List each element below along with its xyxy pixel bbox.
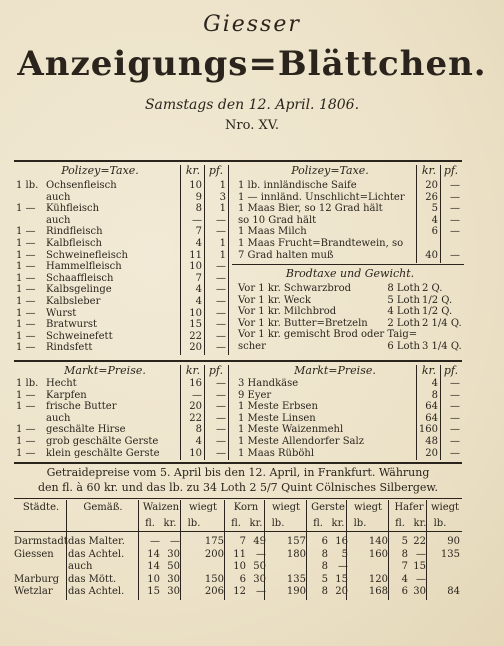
- issue-number: Nro. XV.: [225, 118, 279, 133]
- getraide-cell-w-fl: —: [150, 536, 160, 547]
- brod-quint: 2 Q.: [422, 283, 443, 294]
- markt-right-kr: 64: [425, 401, 438, 413]
- getraide-cell-k-kr: —: [256, 548, 266, 560]
- left-taxe-item: Schaaffleisch: [46, 272, 114, 284]
- right-taxe-pf: —: [450, 203, 460, 215]
- getraide-col-divider: [138, 500, 139, 600]
- getraide-cell-k-kr: 30: [253, 573, 266, 585]
- left-taxe-qty: 1 —: [16, 307, 36, 319]
- left-taxe-kr: 7: [195, 226, 202, 238]
- right-taxe-kr: 4: [431, 214, 438, 226]
- getraide-cell-g-fl: 8: [321, 548, 328, 560]
- left-taxe-item: Bratwurst: [46, 319, 98, 331]
- left-taxe-item: Kalbsgelinge: [46, 284, 112, 296]
- getraide-cell-k-fl: 7: [239, 536, 246, 547]
- markt-right-kr: 20: [425, 447, 438, 459]
- left-taxe-kr: 8: [195, 203, 202, 215]
- markt-left-qty: 1 —: [16, 401, 36, 413]
- left-taxe-pf: 1: [219, 238, 226, 249]
- getraide-header: Waizen: [142, 502, 180, 513]
- left-taxe-pf: —: [216, 214, 226, 226]
- getraide-cell-w-lb: 150: [204, 573, 224, 585]
- getraide-col-divider: [426, 500, 427, 600]
- getraide-cell-g-lb: 140: [368, 536, 388, 547]
- left-taxe-item: Kalbfleisch: [46, 238, 102, 249]
- left-taxe-pf: —: [216, 330, 226, 342]
- markt-left-kr: —: [192, 389, 202, 401]
- left-taxe-item: auch: [46, 191, 71, 203]
- left-taxe-qty: 1 lb.: [16, 180, 39, 191]
- getraide-cell-k-lb: 135: [286, 573, 306, 585]
- getraide-cell-w-lb: 175: [204, 536, 224, 547]
- getraide-cell-w-fl: 10: [147, 573, 160, 585]
- markt-right-pf: —: [450, 389, 460, 401]
- getraide-cell-measure: auch: [68, 561, 93, 572]
- right-taxe-pf: —: [450, 249, 460, 261]
- markt-left-title: Markt=Preise.: [64, 364, 146, 377]
- brod-title: Brodtaxe und Gewicht.: [285, 267, 415, 280]
- markt-left-item: grob geschälte Gerste: [46, 436, 159, 447]
- left-col-divider-2: [204, 165, 205, 355]
- markt-left-divider-1: [180, 365, 181, 460]
- getraide-cell-g-kr: 20: [335, 586, 348, 597]
- left-taxe-qty: 1 —: [16, 238, 36, 249]
- markt-left-qty: 1 —: [16, 389, 36, 401]
- brod-quint: 2 1/4 Q.: [422, 317, 462, 329]
- getraide-subheader: fl.: [313, 518, 323, 529]
- right-taxe-item: so 10 Grad hält: [238, 214, 317, 226]
- right-taxe-item: 1 Maas Bier, so 12 Grad hält: [238, 203, 383, 215]
- left-taxe-pf: —: [216, 307, 226, 319]
- markt-left-item: frische Butter: [46, 401, 117, 413]
- right-taxe-item: 1 lb. innländische Saife: [238, 180, 357, 191]
- markt-left-pf: —: [216, 389, 226, 401]
- getraide-cell-h-fl: 7: [401, 561, 408, 572]
- markt-left-pf-header: pf.: [208, 364, 224, 377]
- getraide-subheader: fl.: [395, 518, 405, 529]
- left-taxe-item: Rindsfett: [46, 342, 93, 354]
- markt-right-pf: —: [450, 401, 460, 413]
- left-taxe-pf: 3: [219, 191, 226, 203]
- getraide-subheader: lb.: [433, 518, 447, 529]
- markt-left-pf: —: [216, 424, 226, 436]
- left-taxe-kr: 9: [195, 191, 202, 203]
- getraide-subheader: kr.: [331, 518, 345, 529]
- markt-left-qty: 1 —: [16, 436, 36, 447]
- getraide-cell-g-kr: 16: [335, 536, 348, 547]
- top-rule: [14, 160, 462, 162]
- getraide-cell-k-fl: 12: [233, 586, 246, 597]
- left-taxe-item: Ochsenfleisch: [46, 180, 117, 191]
- getraide-header: Korn: [233, 502, 259, 513]
- getraide-top-rule: [14, 462, 462, 464]
- right-taxe-kr-header: kr.: [421, 164, 437, 177]
- markt-right-pf: —: [450, 424, 460, 436]
- getraide-cell-g-kr: —: [338, 561, 348, 572]
- getraide-subheader: kr.: [413, 518, 427, 529]
- getraide-cell-h-lb: 135: [440, 548, 460, 560]
- right-taxe-item: 7 Grad halten muß: [238, 249, 334, 261]
- markt-left-qty: 1 —: [16, 424, 36, 436]
- dateline: Samstags den 12. April. 1806.: [144, 97, 360, 113]
- markt-right-item: 1 Meste Allendorfer Salz: [238, 436, 364, 447]
- markt-left-kr: 22: [189, 412, 202, 424]
- getraide-sub-rule: [14, 531, 462, 532]
- getraide-cell-g-lb: 168: [368, 586, 388, 597]
- left-taxe-item: Kalbsleber: [46, 296, 101, 307]
- brod-quint: 3 1/4 Q.: [422, 341, 462, 352]
- left-taxe-pf: —: [216, 272, 226, 284]
- left-col-divider-1: [180, 165, 181, 355]
- left-taxe-pf: —: [216, 296, 226, 307]
- getraide-cell-g-fl: 8: [321, 561, 328, 572]
- right-taxe-kr: 40: [425, 249, 438, 261]
- getraide-cell-w-kr: 50: [167, 561, 180, 572]
- markt-left-kr: 20: [189, 401, 202, 413]
- getraide-cell-w-lb: 206: [204, 586, 224, 597]
- getraide-header-rule: [14, 498, 462, 499]
- left-taxe-kr: 4: [195, 238, 202, 249]
- left-taxe-qty: 1 —: [16, 249, 36, 261]
- markt-center-divider: [228, 365, 229, 460]
- left-taxe-pf: 1: [219, 249, 226, 261]
- brod-item: scher: [238, 341, 266, 352]
- markt-left-kr: 4: [195, 436, 202, 447]
- brod-item: Vor 1 kr. Schwarzbrod: [238, 283, 351, 294]
- header-small-title: Giesser: [203, 12, 301, 37]
- left-taxe-pf-header: pf.: [208, 164, 224, 177]
- markt-right-kr: 160: [418, 424, 438, 436]
- left-taxe-kr: 10: [189, 180, 202, 191]
- right-taxe-pf: —: [450, 226, 460, 238]
- markt-right-pf: —: [450, 447, 460, 459]
- left-taxe-qty: 1 —: [16, 261, 36, 273]
- getraide-cell-h-kr: 15: [413, 561, 426, 572]
- markt-right-kr: 64: [425, 412, 438, 424]
- left-taxe-pf: —: [216, 319, 226, 331]
- markt-left-item: geschälte Hirse: [46, 424, 126, 436]
- getraide-cell-k-lb: 180: [286, 548, 306, 560]
- left-taxe-qty: 1 —: [16, 284, 36, 296]
- left-taxe-item: Wurst: [46, 307, 77, 319]
- left-taxe-qty: 1 —: [16, 296, 36, 307]
- left-taxe-kr: —: [192, 214, 202, 226]
- getraide-title-1: Getraidepreise vom 5. April bis den 12. April, in Frankfurt. Währung: [46, 466, 430, 479]
- getraide-header: wiegt: [271, 502, 301, 513]
- getraide-subheader: lb.: [353, 518, 367, 529]
- markt-right-divider-1: [416, 365, 417, 460]
- brod-item: Vor 1 kr. Milchbrod: [238, 306, 337, 318]
- markt-right-item: 1 Meste Linsen: [238, 412, 316, 424]
- left-taxe-kr: 7: [195, 272, 202, 284]
- getraide-cell-k-kr: 50: [253, 561, 266, 572]
- brod-quint: 1/2 Q.: [422, 294, 453, 306]
- getraide-cell-measure: das Malter.: [68, 536, 125, 547]
- left-taxe-item: Schweinefett: [46, 330, 113, 342]
- getraide-cell-w-kr: 30: [167, 548, 180, 560]
- getraide-cell-g-fl: 8: [321, 586, 328, 597]
- getraide-cell-w-kr: 30: [167, 573, 180, 585]
- getraide-header: Hafer: [394, 502, 424, 513]
- getraide-header: Gerste: [311, 502, 345, 513]
- getraide-cell-city: Darmstadt: [14, 536, 68, 547]
- getraide-header: wiegt: [188, 502, 218, 513]
- left-taxe-title: Polizey=Taxe.: [61, 164, 139, 177]
- getraide-cell-w-lb: 200: [204, 548, 224, 560]
- left-taxe-qty: 1 —: [16, 330, 36, 342]
- left-taxe-item: Schweinefleisch: [46, 249, 128, 261]
- getraide-cell-h-kr: 22: [413, 536, 426, 547]
- brod-weight: 5 Loth: [387, 294, 420, 306]
- getraide-cell-w-kr: 30: [167, 586, 180, 597]
- getraide-header: wiegt: [353, 502, 383, 513]
- markt-left-pf: —: [216, 401, 226, 413]
- getraide-cell-w-kr: —: [170, 536, 180, 547]
- header-big-title: Anzeigungs=Blättchen.: [17, 44, 487, 84]
- getraide-subheader: fl.: [145, 518, 155, 529]
- getraide-col-divider: [388, 500, 389, 600]
- brod-weight: 4 Loth: [387, 306, 420, 318]
- getraide-header: Gemäß.: [83, 502, 123, 513]
- markt-left-item: klein geschälte Gerste: [46, 447, 160, 459]
- brod-weight: 2 Loth: [387, 317, 420, 329]
- getraide-title-2: den fl. à 60 kr. und das lb. zu 34 Loth 2 5/7 Quint Cölnisches Silbergew.: [37, 481, 439, 494]
- left-taxe-item: Kühfleisch: [46, 203, 100, 215]
- markt-right-pf: —: [450, 436, 460, 447]
- left-taxe-pf: 1: [219, 180, 226, 191]
- markt-left-pf: —: [216, 436, 226, 447]
- getraide-cell-city: Marburg: [14, 573, 60, 585]
- left-taxe-qty: 1 —: [16, 203, 36, 215]
- getraide-cell-g-fl: 5: [321, 573, 328, 585]
- markt-right-item: 1 Maas Rüböhl: [238, 447, 315, 459]
- markt-right-item: 1 Meste Erbsen: [238, 401, 318, 413]
- markt-left-kr: 8: [195, 424, 202, 436]
- markt-left-divider-2: [204, 365, 205, 460]
- right-col-divider-1: [416, 165, 417, 263]
- right-taxe-kr: 6: [431, 226, 438, 238]
- getraide-col-divider: [224, 500, 225, 600]
- markt-left-item: Hecht: [46, 378, 77, 389]
- left-taxe-kr: 4: [195, 296, 202, 307]
- right-taxe-pf: —: [450, 191, 460, 203]
- brod-weight: 6 Loth: [387, 341, 420, 352]
- getraide-cell-k-kr: —: [256, 586, 266, 597]
- markt-right-pf: —: [450, 412, 460, 424]
- left-taxe-pf: —: [216, 284, 226, 296]
- markt-right-kr: 4: [431, 378, 438, 389]
- markt-right-kr: 8: [431, 389, 438, 401]
- left-taxe-item: auch: [46, 214, 71, 226]
- left-taxe-kr: 10: [189, 261, 202, 273]
- getraide-cell-h-fl: 4: [401, 573, 408, 585]
- left-taxe-kr: 15: [189, 319, 202, 331]
- getraide-cell-w-fl: 14: [147, 548, 160, 560]
- getraide-header: wiegt: [430, 502, 460, 513]
- left-taxe-qty: 1 —: [16, 319, 36, 331]
- getraide-header: Städte.: [22, 502, 60, 513]
- getraide-cell-k-lb: 157: [286, 536, 306, 547]
- markt-right-pf-header: pf.: [443, 364, 459, 377]
- left-taxe-qty: 1 —: [16, 272, 36, 284]
- getraide-cell-measure: das Mött.: [68, 573, 117, 585]
- markt-left-qty: 1 —: [16, 447, 36, 459]
- markt-right-title: Markt=Preise.: [294, 364, 376, 377]
- markt-right-divider-2: [440, 365, 441, 460]
- markt-left-qty: 1 lb.: [16, 378, 39, 389]
- left-taxe-pf: —: [216, 226, 226, 238]
- center-divider: [228, 165, 229, 355]
- markt-right-pf: —: [450, 378, 460, 389]
- right-taxe-kr: 5: [431, 203, 438, 215]
- getraide-cell-city: Wetzlar: [14, 586, 53, 597]
- right-taxe-item: 1 — innländ. Unschlicht=Lichter: [238, 191, 405, 203]
- getraide-cell-w-fl: 14: [147, 561, 160, 572]
- brod-weight: 8 Loth: [387, 283, 420, 294]
- getraide-cell-h-fl: 5: [401, 536, 408, 547]
- left-taxe-kr: 22: [189, 330, 202, 342]
- getraide-cell-h-kr: —: [416, 548, 426, 560]
- getraide-cell-measure: das Achtel.: [68, 548, 125, 560]
- getraide-subheader: lb.: [187, 518, 201, 529]
- getraide-cell-k-fl: 10: [233, 561, 246, 572]
- getraide-cell-g-kr: 5: [341, 548, 348, 560]
- right-taxe-pf: —: [450, 180, 460, 191]
- getraide-subheader: lb.: [271, 518, 285, 529]
- left-taxe-kr-header: kr.: [185, 164, 201, 177]
- right-taxe-title: Polizey=Taxe.: [291, 164, 369, 177]
- getraide-cell-city: Giessen: [14, 548, 54, 560]
- getraide-cell-k-fl: 6: [239, 573, 246, 585]
- getraide-cell-g-lb: 120: [368, 573, 388, 585]
- getraide-cell-g-kr: 15: [335, 573, 348, 585]
- getraide-cell-k-fl: 11: [233, 548, 246, 560]
- brod-quint: 1/2 Q.: [422, 306, 453, 318]
- left-taxe-pf: 1: [219, 203, 226, 215]
- getraide-subheader: fl.: [231, 518, 241, 529]
- getraide-subheader: kr.: [163, 518, 177, 529]
- getraide-cell-h-lb: 90: [447, 536, 460, 547]
- left-taxe-qty: 1 —: [16, 342, 36, 354]
- left-taxe-kr: 20: [189, 342, 202, 354]
- markt-left-item: auch: [46, 412, 71, 424]
- markt-right-item: 3 Handkäse: [238, 378, 299, 389]
- right-taxe-kr: 20: [425, 180, 438, 191]
- left-taxe-kr: 10: [189, 307, 202, 319]
- left-taxe-pf: —: [216, 342, 226, 354]
- markt-right-item: 9 Eyer: [238, 389, 272, 401]
- markt-right-kr-header: kr.: [421, 364, 437, 377]
- markt-left-pf: —: [216, 412, 226, 424]
- getraide-subheader: kr.: [249, 518, 263, 529]
- left-taxe-item: Rindfleisch: [46, 226, 103, 238]
- brod-item: Vor 1 kr. Butter=Bretzeln: [238, 317, 368, 329]
- getraide-cell-measure: das Achtel.: [68, 586, 125, 597]
- markt-left-pf: —: [216, 447, 226, 459]
- right-col-divider-2: [440, 165, 441, 263]
- getraide-cell-g-fl: 6: [321, 536, 328, 547]
- getraide-cell-g-lb: 160: [368, 548, 388, 560]
- getraide-cell-h-kr: 30: [413, 586, 426, 597]
- getraide-cell-h-fl: 6: [401, 586, 408, 597]
- right-taxe-item: 1 Maas Frucht=Brandtewein, so: [238, 238, 404, 249]
- brod-item: Vor 1 kr. Weck: [238, 294, 311, 306]
- markt-right-item: 1 Meste Waizenmehl: [238, 424, 344, 436]
- left-taxe-qty: 1 —: [16, 226, 36, 238]
- right-taxe-kr: 26: [425, 191, 438, 203]
- left-taxe-kr: 4: [195, 284, 202, 296]
- getraide-cell-h-lb: 84: [447, 586, 460, 597]
- right-taxe-pf: —: [450, 214, 460, 226]
- markt-left-kr: 16: [189, 378, 202, 389]
- getraide-col-divider: [180, 500, 181, 600]
- getraide-col-divider: [306, 500, 307, 600]
- markt-left-kr: 10: [189, 447, 202, 459]
- right-taxe-item: 1 Maas Milch: [238, 226, 307, 238]
- mid-rule: [14, 360, 462, 362]
- left-taxe-pf: —: [216, 261, 226, 273]
- getraide-cell-w-fl: 15: [147, 586, 160, 597]
- markt-left-item: Karpfen: [46, 389, 87, 401]
- brod-item: Vor 1 kr. gemischt Brod oder Taig=: [238, 329, 418, 341]
- left-taxe-item: Hammelfleisch: [46, 261, 122, 273]
- left-taxe-kr: 11: [189, 249, 202, 261]
- getraide-cell-h-fl: 8: [401, 548, 408, 560]
- markt-right-kr: 48: [425, 436, 438, 447]
- markt-left-kr-header: kr.: [185, 364, 201, 377]
- brod-rule: [232, 264, 464, 265]
- getraide-cell-k-kr: 49: [253, 536, 266, 547]
- markt-left-pf: —: [216, 378, 226, 389]
- getraide-cell-h-kr: —: [416, 573, 426, 585]
- right-taxe-pf-header: pf.: [443, 164, 459, 177]
- getraide-cell-k-lb: 190: [286, 586, 306, 597]
